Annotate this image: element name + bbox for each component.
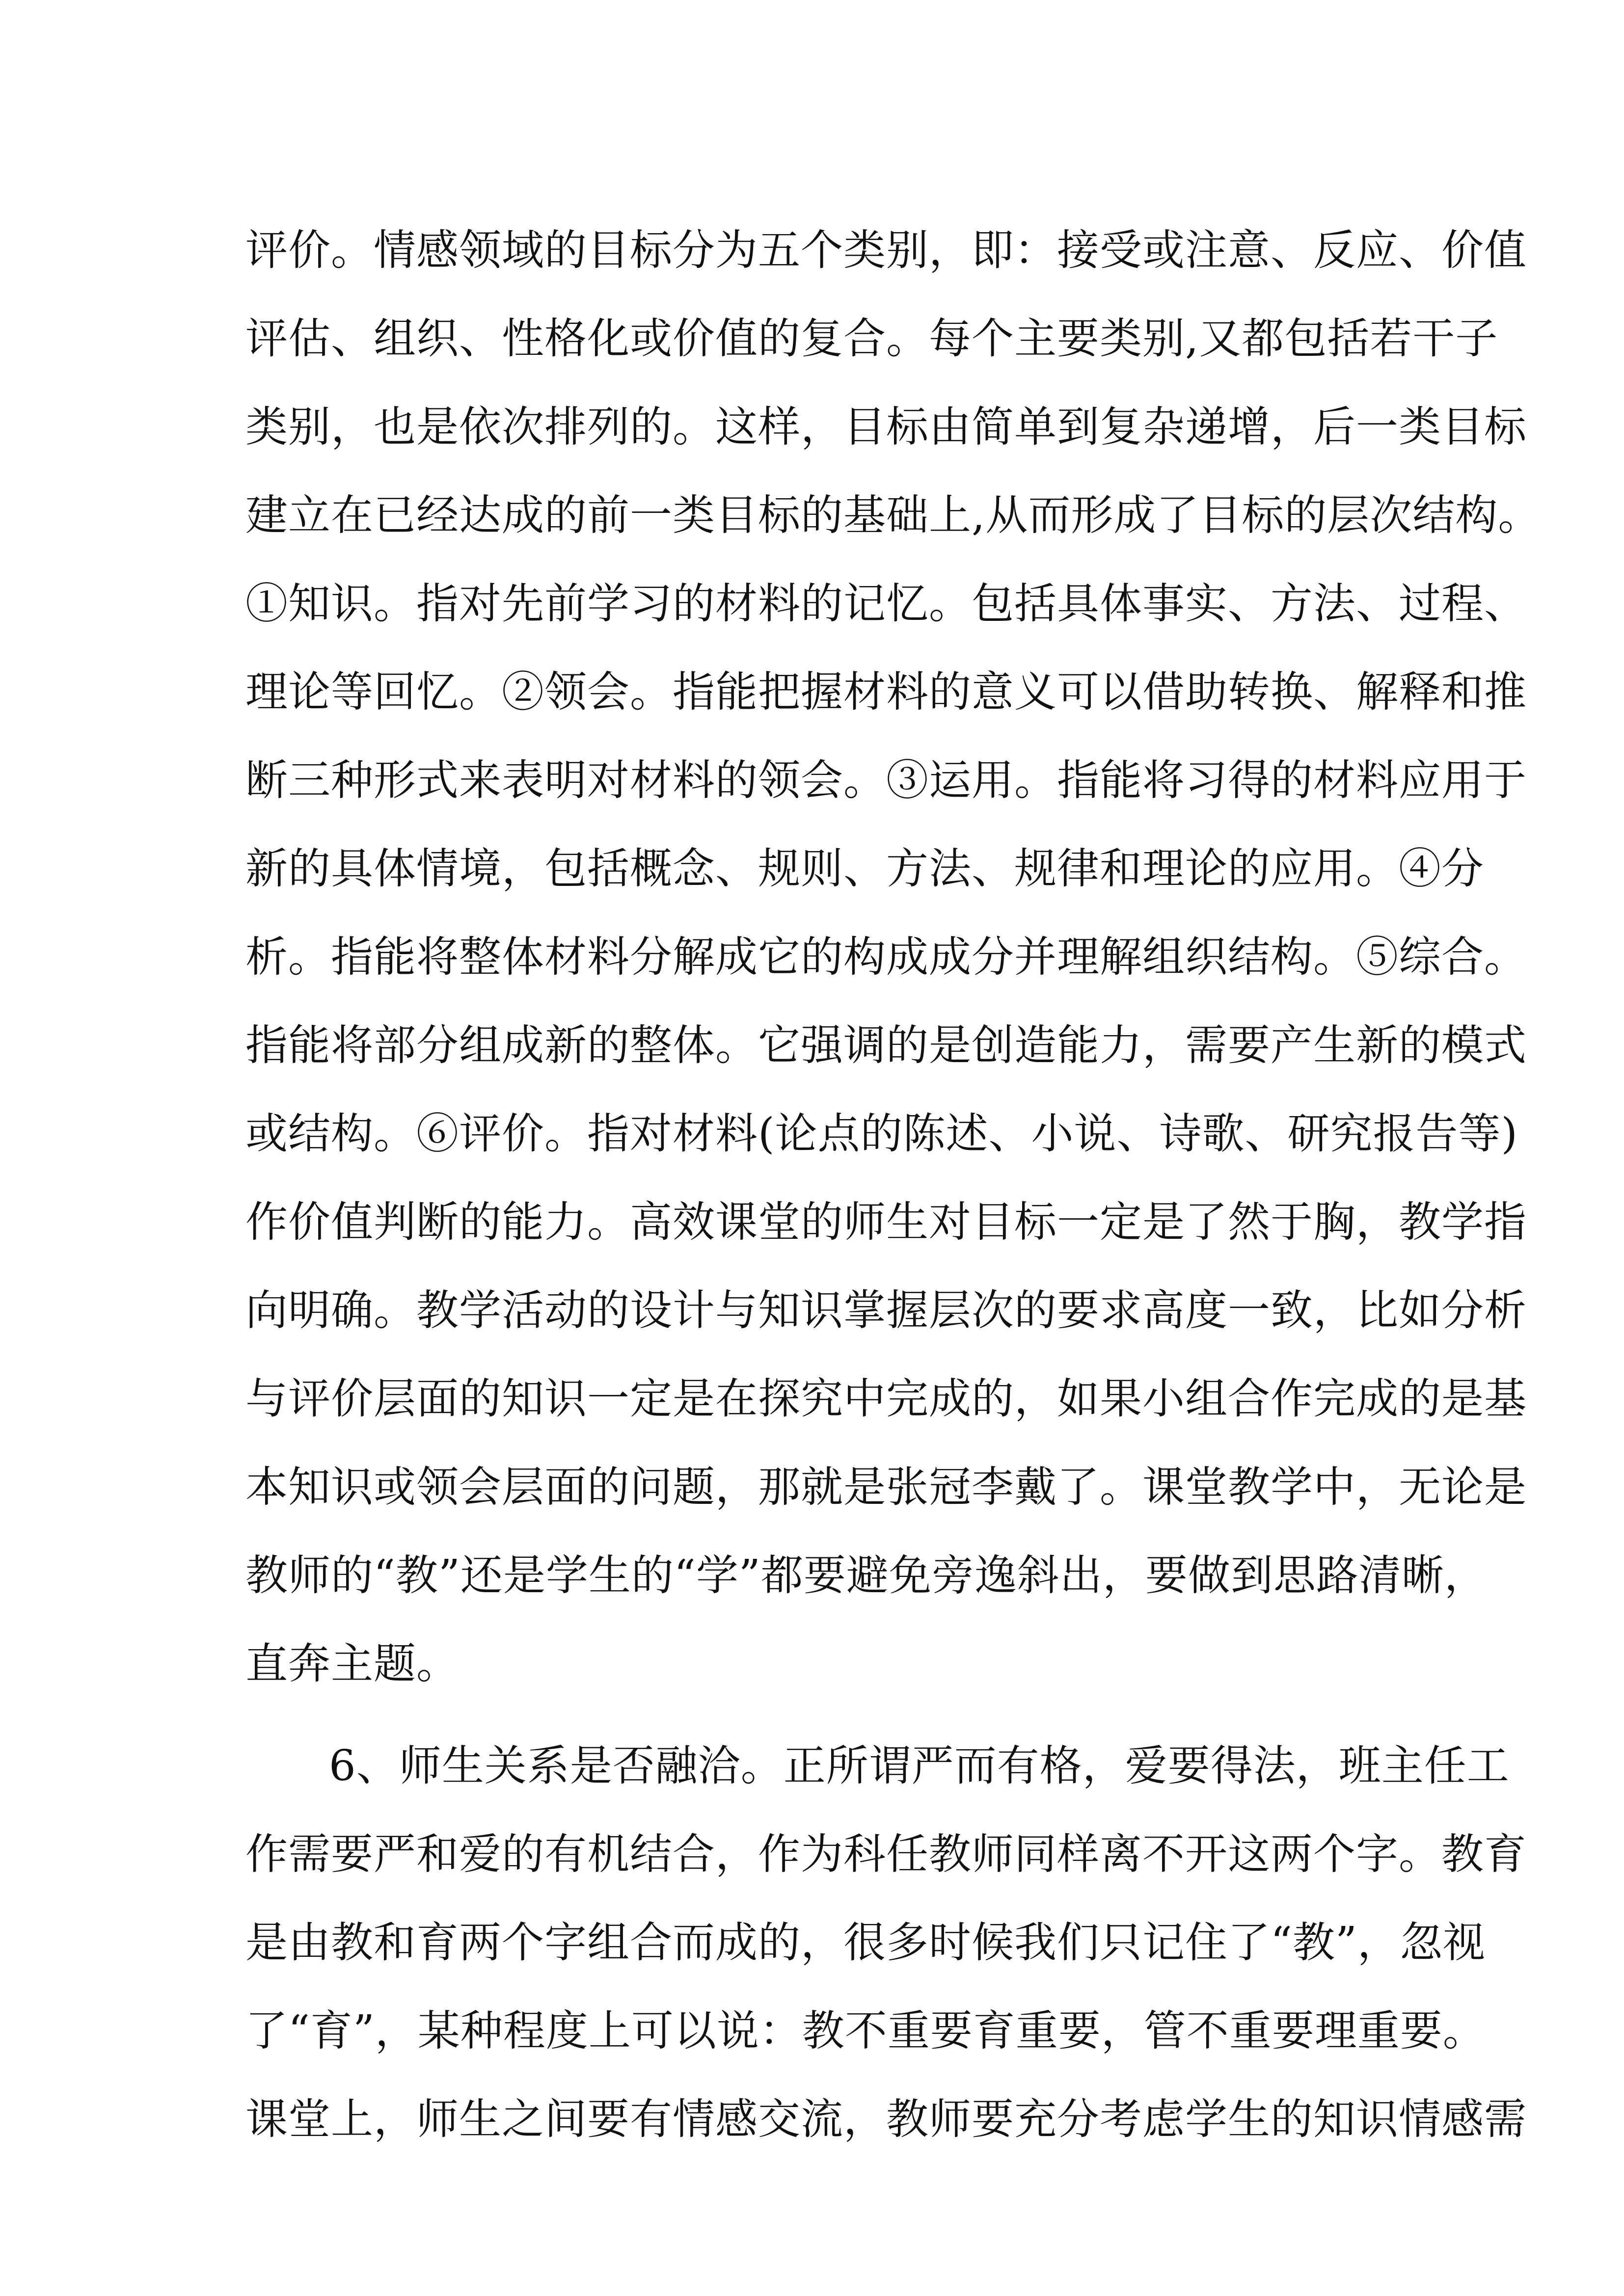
paragraph-1 <box>245 206 1541 1708</box>
text-line: ①知识。指对先前学习的材料的记忆。包括具体事实、方法、过程、 <box>245 579 1527 628</box>
text-line: 指能将部分组成新的整体。它强调的是创造能力，需要产生新的模式 <box>245 1021 1527 1070</box>
text-line: 断三种形式来表明对材料的领会。③运用。指能将习得的材料应用于 <box>245 756 1527 805</box>
text-line: 向明确。教学活动的设计与知识掌握层次的要求高度一致，比如分析 <box>245 1286 1527 1335</box>
text-line: 与评价层面的知识一定是在探究中完成的，如果小组合作完成的是基 <box>245 1374 1527 1423</box>
text-line: 是由教和育两个字组合而成的，很多时候我们只记住了“教”，忽视 <box>245 1918 1486 1967</box>
paragraph-2 <box>245 1722 1527 2163</box>
text-line: 类别，也是依次排列的。这样，目标由简单到复杂递增，后一类目标 <box>245 402 1527 452</box>
document-body <box>245 206 1541 2163</box>
text-line: 评价。情感领域的目标分为五个类别，即：接受或注意、反应、价值 <box>245 226 1527 275</box>
text-line: 课堂上，师生之间要有情感交流，教师要充分考虑学生的知识情感需 <box>245 2095 1527 2144</box>
text-line: 建立在已经达成的前一类目标的基础上,从而形成了目标的层次结构。 <box>245 491 1541 540</box>
text-line: 理论等回忆。②领会。指能把握材料的意义可以借助转换、解释和推 <box>245 667 1527 717</box>
text-line: 教师的“教”还是学生的“学”都要避免旁逸斜出，要做到思路清晰， <box>245 1551 1487 1600</box>
text-line: 了“育”，某种程度上可以说：教不重要育重要，管不重要理重要。 <box>245 2006 1486 2056</box>
text-line: 6、师生关系是否融洽。正所谓严而有格，爱要得法，班主任工 <box>329 1741 1510 1790</box>
text-line: 评估、组织、性格化或价值的复合。每个主要类别,又都包括若干子 <box>245 314 1498 363</box>
paragraph-spacer <box>245 1708 1389 1722</box>
text-line: 或结构。⑥评价。指对材料(论点的陈述、小说、诗歌、研究报告等) <box>245 1109 1518 1158</box>
text-line: 析。指能将整体材料分解成它的构成成分并理解组织结构。⑤综合。 <box>245 933 1527 982</box>
text-line: 作价值判断的能力。高效课堂的师生对目标一定是了然于胸，教学指 <box>245 1198 1527 1247</box>
text-line: 直奔主题。 <box>245 1639 459 1688</box>
text-line: 作需要严和爱的有机结合，作为科任教师同样离不开这两个字。教育 <box>245 1830 1527 1879</box>
text-line: 本知识或领会层面的问题，那就是张冠李戴了。课堂教学中，无论是 <box>245 1463 1527 1512</box>
text-line: 新的具体情境，包括概念、规则、方法、规律和理论的应用。④分 <box>245 844 1484 893</box>
